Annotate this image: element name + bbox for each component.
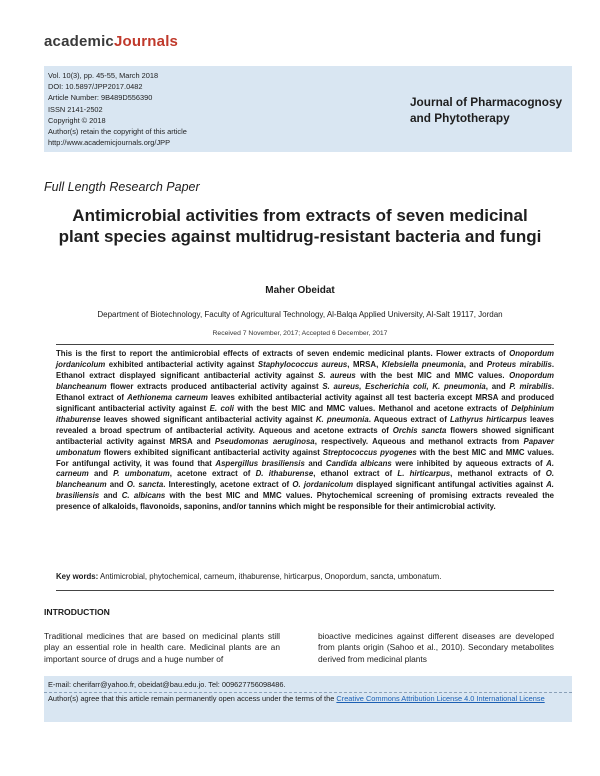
- abstract-segment: with the best MIC and MMC values. Phytochemical screening of promising extracts revealed the presence of alkaloids, flavonoids, saponins, and/or tannins which might be responsible for their antimicrobial activity.: [56, 491, 554, 512]
- species-name: D. ithaburense: [255, 469, 314, 479]
- publisher-logo: academicJournals: [44, 33, 179, 50]
- species-name: S. aureus, Escherichia coli, K. pneumonia: [322, 381, 486, 391]
- article-info-box: [44, 66, 572, 152]
- footer-box: [44, 676, 572, 722]
- abstract-segment: , ethanol extract of: [313, 469, 398, 479]
- article-number: Article Number: 9B489D556390: [48, 93, 153, 103]
- abstract-segment: flowers exhibited significant antibacterial activity against: [100, 447, 323, 457]
- introduction-heading: INTRODUCTION: [44, 607, 110, 617]
- abstract-segment: This is the first to report the antimicrobial effects of extracts of seven endemic medicinal plants. Flower extracts of: [56, 349, 510, 358]
- species-name: Papaver umbonatum: [56, 436, 554, 457]
- author-rights: Author(s) retain the copyright of this article: [48, 127, 187, 137]
- article-metadata: [48, 70, 348, 148]
- abstract-segment: , MRSA,: [347, 359, 382, 369]
- species-name: Aspergillus brasiliensis: [215, 458, 305, 468]
- journal-title: Journal of Pharmacognosy and Phytotherapy: [410, 95, 563, 125]
- species-name: Lathyrus hirticarpus: [450, 414, 527, 424]
- species-name: P. mirabilis: [509, 381, 552, 391]
- abstract-segment: , and: [485, 381, 510, 391]
- abstract-segment: leaves revealed a broad spectrum of antibacterial activity. Aqueous and acetone extracts of: [56, 414, 555, 435]
- species-name: O. sancta: [126, 480, 164, 490]
- author-affiliation: Department of Biotechnology, Faculty of Agricultural Technology, Al-Balqa Applied University, Al-Salt 19117, Jordan: [97, 310, 503, 319]
- species-name: Pseudomonas aeruginosa: [214, 436, 315, 446]
- license-notice: Author(s) agree that this article remain permanently open access under the terms of the Creative Commons Attribution License 4.0 International License: [48, 694, 545, 703]
- abstract-segment: with the best MIC and MMC values. Methanol and acetone extracts of: [234, 403, 512, 413]
- abstract-segment: were inhibited by aqueous extracts of: [391, 458, 547, 468]
- doi: DOI: 10.5897/JPP2017.0482: [48, 82, 143, 92]
- abstract-segment: . Ethanol extract of: [56, 381, 554, 402]
- author-name: Maher Obeidat: [265, 285, 335, 296]
- species-name: Aethionema carneum: [127, 392, 208, 402]
- introduction-left-column: Traditional medicines that are based on medicinal plants still play an essential role in health care. Medicinal plants are an important source of drugs and a huge number of: [44, 631, 280, 664]
- species-name: C. albicans: [121, 491, 166, 501]
- species-name: Candida albicans: [325, 458, 392, 468]
- species-name: Onopordum jordanicolum: [56, 349, 554, 369]
- keywords-list: Antimicrobial, phytochemical, carneum, ithaburense, hirticarpus, Onopordum, sancta, umbonatum.: [98, 572, 442, 581]
- abstract-segment: , respectively. Aqueous and methanol extracts from: [314, 436, 524, 446]
- abstract-segment: and: [304, 458, 326, 468]
- species-name: Delphinium ithaburense: [56, 403, 555, 424]
- species-name: Staphylococcus aureus: [257, 359, 348, 369]
- abstract-segment: with the best MIC and MMC values. For antifungal activity, it was found that: [56, 447, 554, 468]
- abstract-segment: and: [88, 469, 114, 479]
- species-name: E. coli: [209, 403, 234, 413]
- volume-info: Vol. 10(3), pp. 45-55, March 2018: [48, 71, 159, 80]
- introduction-right-column: bioactive medicines against different diseases are developed from plants origin (Sahoo et al., 2010). Secondary metabolites derived from medicinal plants: [318, 631, 554, 664]
- abstract-segment: flowers showed significant antibacterial activity against MRSA and: [56, 425, 554, 446]
- species-name: Onopordum blancheanum: [56, 370, 555, 391]
- species-name: O. jordanicolum: [292, 480, 354, 490]
- abstract-segment: , and: [463, 359, 487, 369]
- abstract-segment: leaves exhibited antibacterial activity against all test bacteria except MRSA and produced significant antibacterial activity against: [56, 392, 554, 413]
- abstract-segment: displayed significant antifungal activities against: [353, 480, 547, 490]
- abstract-segment: and: [99, 491, 122, 501]
- abstract-segment: with the best MIC and MMC values.: [355, 370, 510, 380]
- species-name: A. brasiliensis: [56, 480, 554, 501]
- paper-title: Antimicrobial activities from extracts of seven medicinal plant species against multidrug-resistant bacteria and fungi: [58, 206, 542, 246]
- abstract-segment: , acetone extract of: [169, 469, 256, 479]
- abstract-segment: , methanol extracts of: [450, 469, 546, 479]
- species-name: K. pneumonia: [315, 414, 369, 424]
- abstract-text: [56, 349, 554, 513]
- species-name: L. hirticarpus: [397, 469, 451, 479]
- abstract-segment: leaves showed significant antibacterial activity against: [100, 414, 316, 424]
- copyright: Copyright © 2018: [48, 115, 106, 125]
- keywords-label: Key words:: [56, 572, 99, 581]
- species-name: Proteus mirabilis: [486, 359, 552, 369]
- abstract-segment: . Ethanol extract displayed significant antibacterial activity against: [56, 359, 555, 380]
- species-name: A. carneum: [56, 458, 554, 479]
- abstract-segment: . Interestingly, acetone extract of: [163, 480, 293, 490]
- species-name: S. aureus: [318, 370, 356, 380]
- keywords: [56, 572, 554, 582]
- received-dates: Received 7 November, 2017; Accepted 6 December, 2017: [212, 330, 388, 337]
- species-name: Streptococcus pyogenes: [322, 447, 417, 457]
- issn: ISSN 2141-2502: [48, 104, 103, 114]
- species-name: Klebsiella pneumonia: [381, 359, 464, 369]
- species-name: P. umbonatum: [113, 469, 170, 479]
- license-link[interactable]: Creative Commons Attribution License 4.0 International License: [336, 694, 545, 703]
- abstract-segment: flower extracts produced antibacterial activity against: [106, 381, 323, 391]
- abstract-segment: exhibited antibacterial activity against: [105, 359, 258, 369]
- journal-url[interactable]: http://www.academicjournals.org/JPP: [48, 138, 170, 148]
- species-name: Orchis sancta: [392, 425, 447, 435]
- article-type: Full Length Research Paper: [44, 180, 200, 194]
- species-name: O. blancheanum: [56, 469, 554, 490]
- corresponding-email: E-mail: cherifarr@yahoo.fr, obeidat@bau.edu.jo. Tel: 009627756098486.: [48, 680, 286, 689]
- abstract-segment: . Aqueous extract of: [368, 414, 450, 424]
- abstract-segment: and: [106, 480, 127, 490]
- footer-divider: [44, 692, 572, 693]
- abstract-box: [56, 344, 554, 591]
